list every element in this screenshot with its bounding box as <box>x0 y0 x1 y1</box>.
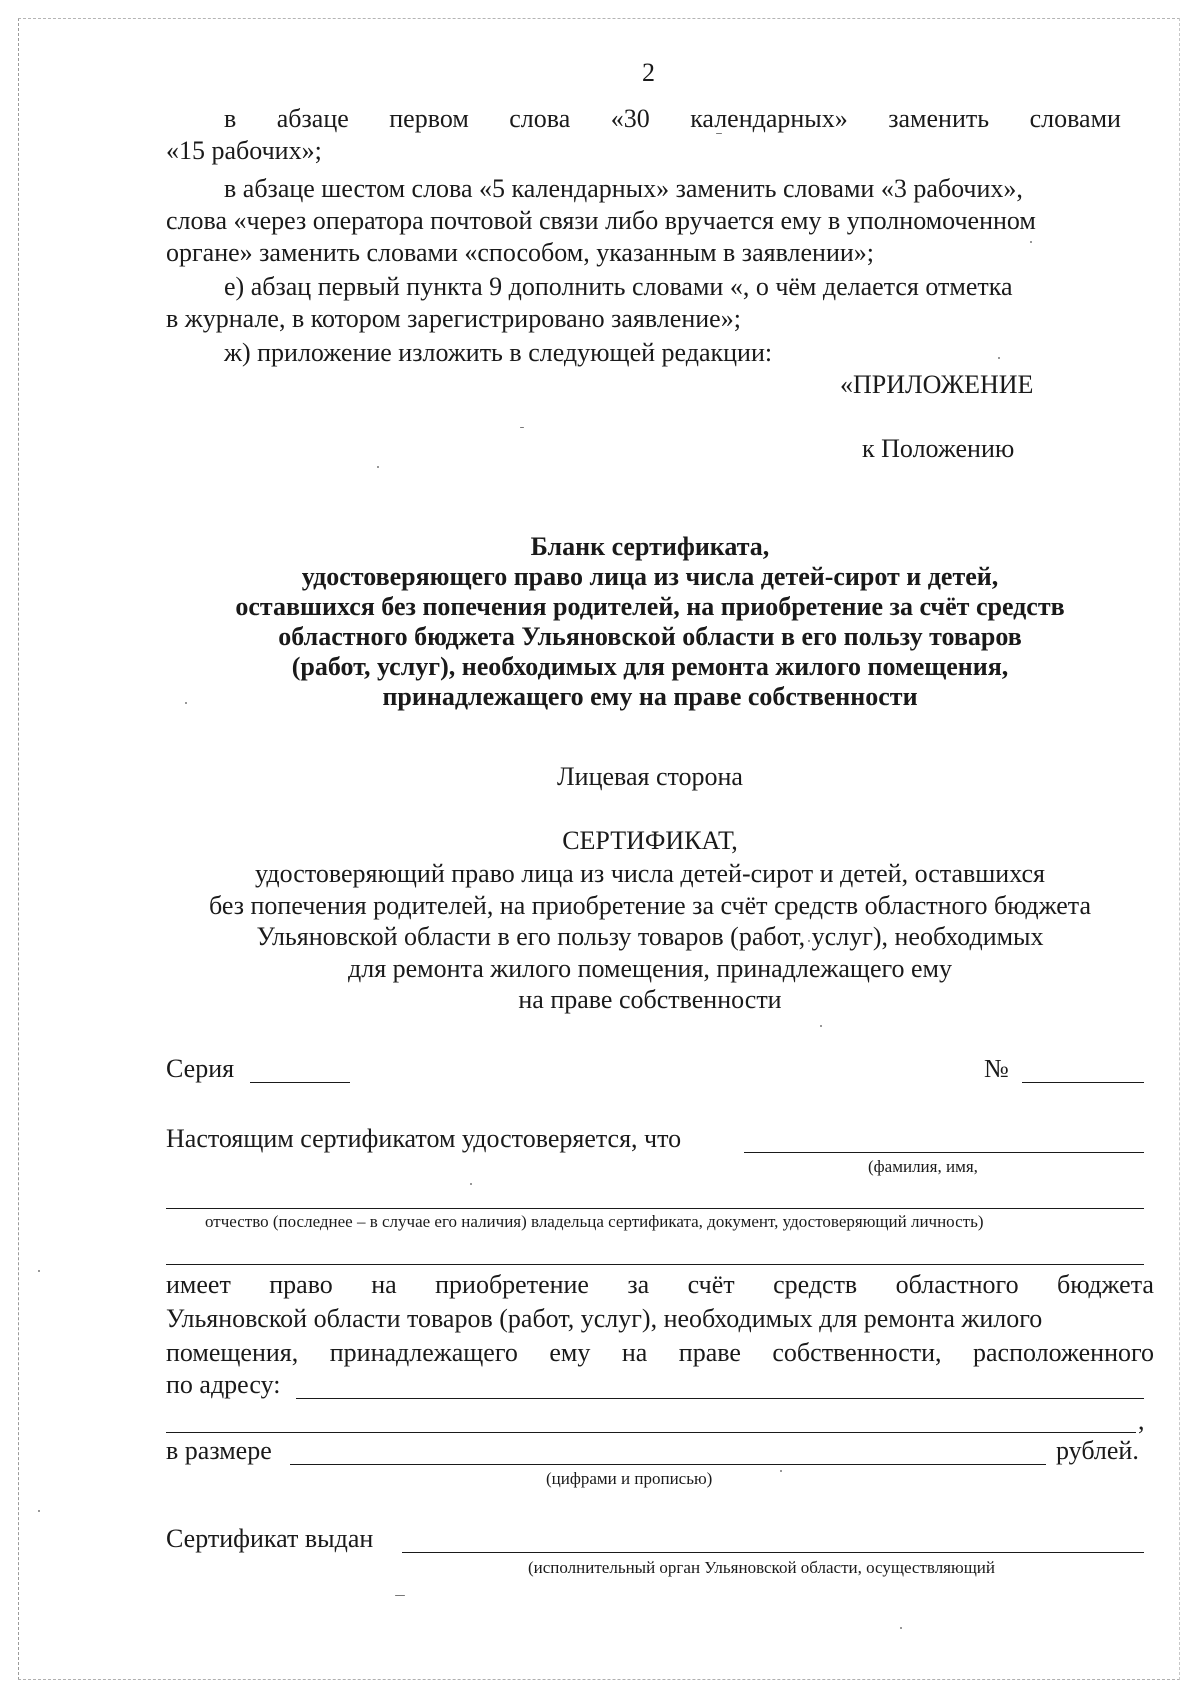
word: календарных» <box>690 104 848 133</box>
word: на <box>371 1270 397 1299</box>
rights-line-2: Ульяновской области товаров (работ, услуг), необходимых для ремонта жилого <box>166 1304 1043 1333</box>
address-field[interactable] <box>296 1398 1144 1399</box>
amendment-line-3: в абзаце шестом слова «5 календарных» заменить словами «3 рабочих», <box>224 174 1023 203</box>
issued-label: Сертификат выдан <box>166 1524 374 1553</box>
form-title-line: оставшихся без попечения родителей, на приобретение за счёт средств <box>235 592 1065 621</box>
holder-patronymic-field[interactable] <box>166 1208 1144 1209</box>
word: имеет <box>166 1270 231 1299</box>
scan-speck <box>900 1627 902 1629</box>
number-field[interactable] <box>1022 1082 1144 1083</box>
amount-hint: (цифрами и прописью) <box>546 1469 713 1488</box>
word: на <box>621 1338 648 1367</box>
issued-by-field[interactable] <box>402 1552 1144 1553</box>
scan-speck <box>780 1470 782 1472</box>
amount-field[interactable] <box>290 1464 1046 1465</box>
series-label: Серия <box>166 1054 235 1083</box>
form-title-line: областного бюджета Ульяновской области в его пользу товаров <box>278 622 1022 651</box>
amendment-line-6: е) абзац первый пункта 9 дополнить словами «, о чём делается отметка <box>224 272 1013 301</box>
scan-speck <box>395 1595 405 1596</box>
form-title-line: удостоверяющего право лица из числа детей-сирот и детей, <box>301 562 999 591</box>
certificate-line: для ремонта жилого помещения, принадлежащего ему <box>347 953 953 983</box>
word: «30 <box>610 104 650 133</box>
appendix-to: к Положению <box>862 434 1015 463</box>
certificate-heading: СЕРТИФИКАТ, <box>562 826 738 855</box>
certificate-line: без попечения родителей, на приобретение за счёт средств областного бюджета <box>208 890 1091 920</box>
form-title-line: Бланк сертификата, <box>530 532 770 561</box>
amendment-line-8: ж) приложение изложить в следующей редакции: <box>224 338 773 367</box>
number-label: № <box>984 1054 1009 1083</box>
certificate-text <box>100 858 1200 1016</box>
word: право <box>269 1270 333 1299</box>
form-title-line: (работ, услуг), необходимых для ремонта жилого помещения, <box>291 652 1009 681</box>
word: средств <box>773 1270 858 1299</box>
word: в <box>224 104 237 133</box>
word: счёт <box>687 1270 735 1299</box>
series-field[interactable] <box>250 1082 350 1083</box>
amendment-line-2: «15 рабочих»; <box>166 136 322 165</box>
amount-unit: рублей. <box>1056 1436 1139 1465</box>
word: заменить <box>888 104 990 133</box>
word: областного <box>895 1270 1019 1299</box>
appendix-label: «ПРИЛОЖЕНИЕ <box>840 370 1034 399</box>
word: абзаце <box>276 104 349 133</box>
word: расположенного <box>973 1338 1154 1367</box>
scan-speck <box>377 466 379 468</box>
word: праве <box>678 1338 741 1367</box>
word: ему <box>549 1338 591 1367</box>
address-label: по адресу: <box>166 1370 281 1399</box>
scan-speck <box>998 357 1000 359</box>
scan-speck <box>1030 241 1032 243</box>
patronymic-hint: отчество (последнее – в случае его наличия) владельца сертификата, документ, удостоверяющий личность) <box>205 1212 984 1231</box>
certificate-line: на праве собственности <box>518 985 782 1014</box>
word: слова <box>509 104 571 133</box>
rights-line-3 <box>166 1338 1154 1368</box>
word: бюджета <box>1057 1270 1154 1299</box>
scan-speck <box>820 1025 822 1027</box>
form-title <box>100 532 1200 712</box>
word: первом <box>389 104 469 133</box>
holder-name-field[interactable] <box>744 1152 1144 1153</box>
rights-line-1 <box>166 1270 1154 1300</box>
holder-document-field[interactable] <box>166 1264 1144 1265</box>
side-label: Лицевая сторона <box>557 762 743 791</box>
word: приобретение <box>435 1270 589 1299</box>
certificate-line: Ульяновской области в его пользу товаров (работ, услуг), необходимых <box>256 922 1044 951</box>
address-comma: , <box>1138 1406 1145 1435</box>
issued-hint: (исполнительный орган Ульяновской области, осуществляющий <box>528 1558 995 1577</box>
word: за <box>627 1270 650 1299</box>
name-hint: (фамилия, имя, <box>868 1157 978 1176</box>
scan-speck <box>520 427 524 428</box>
word: словами <box>1029 104 1121 133</box>
amount-label: в размере <box>166 1436 272 1465</box>
amendment-line-7: в журнале, в котором зарегистрировано заявление»; <box>166 304 741 333</box>
amendment-line-1 <box>224 104 1121 134</box>
word: собственности, <box>772 1338 942 1367</box>
word: помещения, <box>166 1338 299 1367</box>
certificate-line: удостоверяющий право лица из числа детей-сирот и детей, оставшихся <box>255 859 1045 888</box>
scan-speck <box>38 1510 40 1512</box>
certifies-label: Настоящим сертификатом удостоверяется, что <box>166 1124 682 1153</box>
amendment-line-5: органе» заменить словами «способом, указанным в заявлении»; <box>166 238 874 267</box>
address-field-continued[interactable] <box>166 1432 1136 1433</box>
form-title-line: принадлежащего ему на праве собственности <box>382 682 918 711</box>
word: принадлежащего <box>329 1338 518 1367</box>
amendment-line-4: слова «через оператора почтовой связи либо вручается ему в уполномоченном <box>166 206 1036 235</box>
scan-speck <box>38 1270 40 1272</box>
scan-speck <box>470 1183 472 1185</box>
page-number: 2 <box>642 58 655 87</box>
